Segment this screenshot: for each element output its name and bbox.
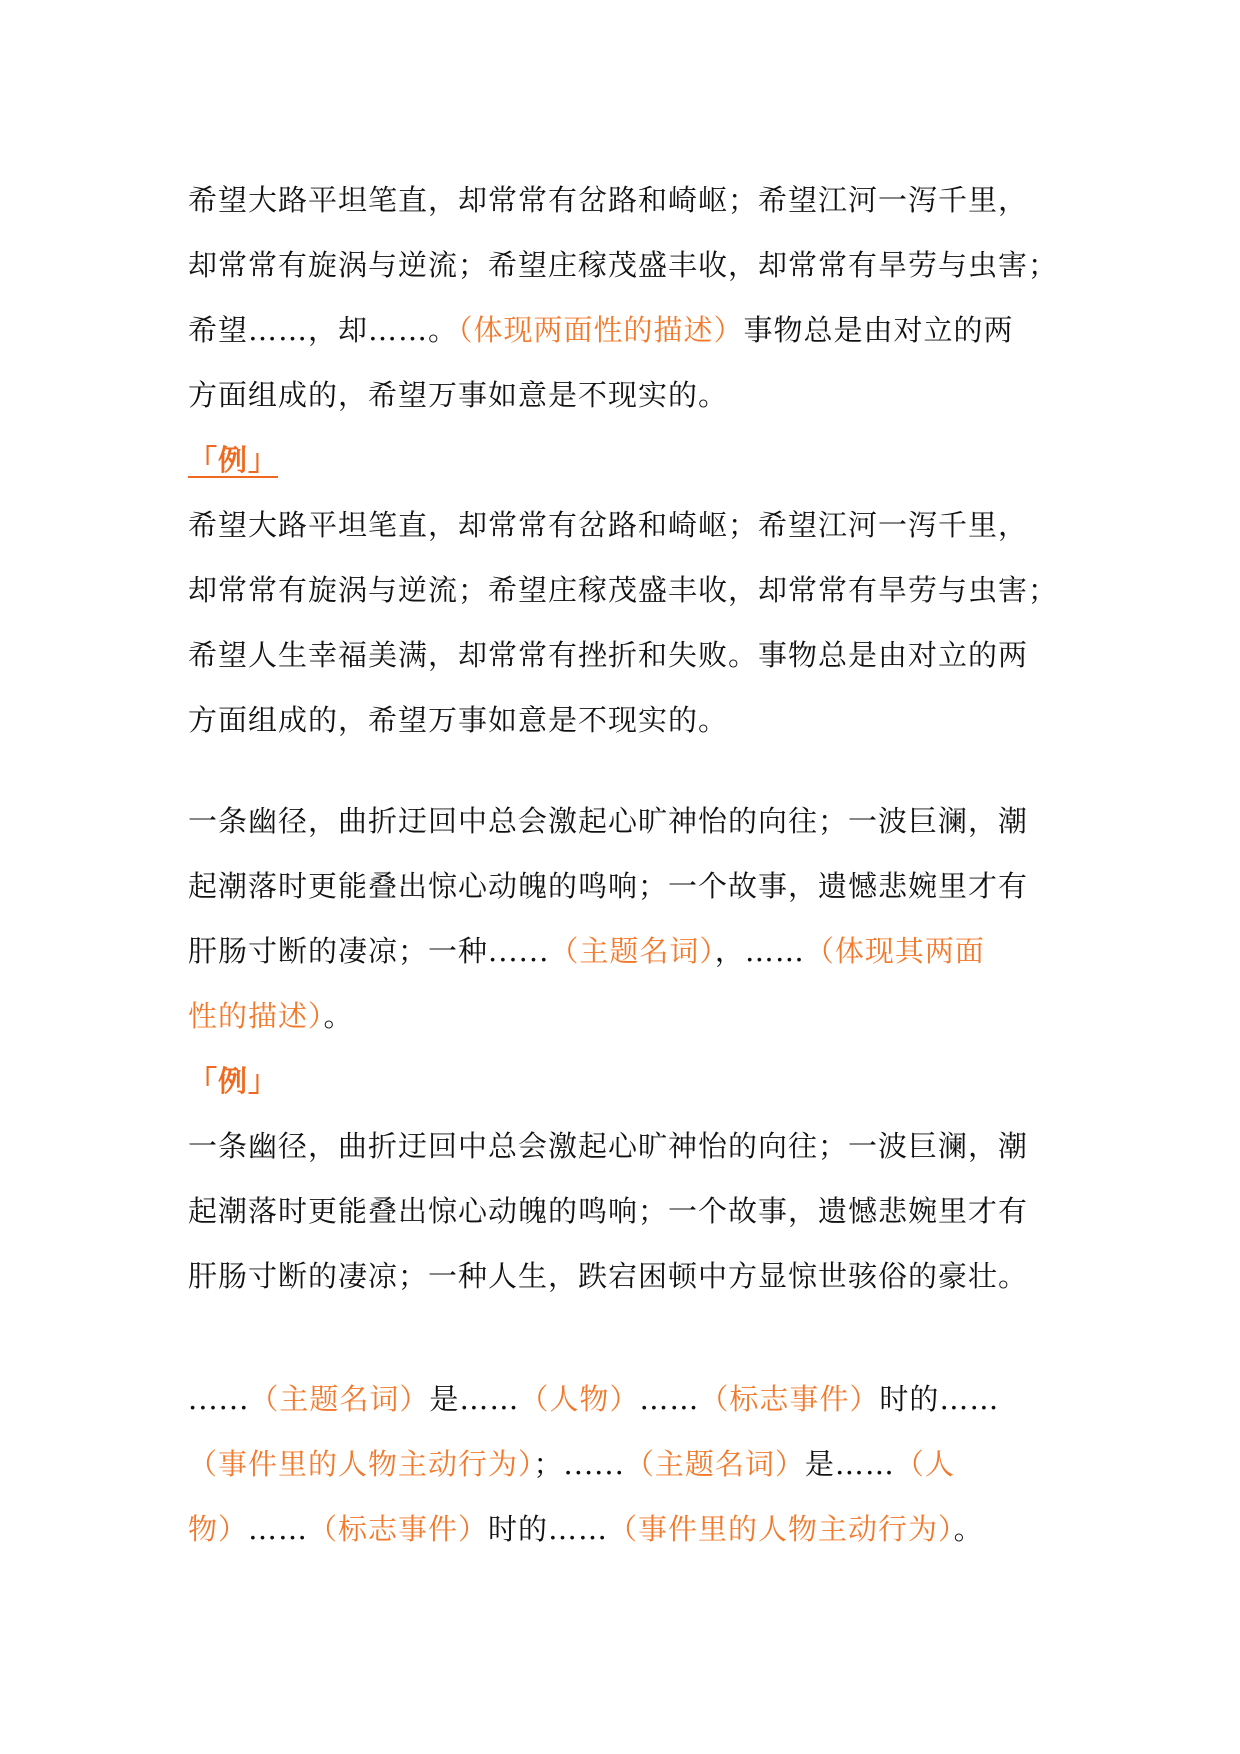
text-line: 起潮落时更能叠出惊心动魄的鸣响；一个故事，遗憾悲婉里才有 bbox=[188, 869, 1029, 903]
text-line: 希望大路平坦笔直，却常常有岔路和崎岖；希望江河一泻千里， bbox=[188, 183, 1029, 217]
placeholder-hint: （体现其两面 bbox=[804, 934, 985, 968]
text-line: 肝肠寸断的凄凉；一种......（主题名词），……（体现其两面 bbox=[188, 934, 985, 968]
example-label: 「例」 bbox=[188, 1064, 279, 1098]
text-line: ......（主题名词）是……（人物）……（标志事件）时的…… bbox=[188, 1382, 1000, 1416]
placeholder-hint: （标志事件） bbox=[699, 1382, 880, 1416]
text-line: 希望人生幸福美满，却常常有挫折和失败。事物总是由对立的两 bbox=[188, 638, 1029, 672]
placeholder-hint: 性的描述） bbox=[188, 999, 324, 1033]
text-line: 肝肠寸断的凄凉；一种人生，跌宕困顿中方显惊世骇俗的豪壮。 bbox=[188, 1259, 1029, 1293]
section-spacer bbox=[188, 1309, 1068, 1367]
example-label-line bbox=[188, 1049, 1068, 1114]
placeholder-hint: （人 bbox=[894, 1447, 955, 1481]
document-page bbox=[188, 168, 1068, 1562]
placeholder-hint: （标志事件） bbox=[308, 1512, 489, 1546]
placeholder-hint: （体现两面性的描述） bbox=[458, 313, 744, 347]
placeholder-hint: （人物） bbox=[519, 1382, 640, 1416]
placeholder-hint: （主题名词） bbox=[624, 1447, 805, 1481]
text-line: 却常常有旋涡与逆流；希望庄稼茂盛丰收，却常常有旱劳与虫害； bbox=[188, 248, 1059, 282]
text-line: 希望大路平坦笔直，却常常有岔路和崎岖；希望江河一泻千里， bbox=[188, 508, 1029, 542]
example-label-line bbox=[188, 428, 1068, 493]
text-line: 方面组成的，希望万事如意是不现实的。 bbox=[188, 703, 729, 737]
section-spacer bbox=[188, 753, 1068, 789]
text-line: （事件里的人物主动行为）；......（主题名词）是……（人 bbox=[188, 1447, 955, 1481]
text-line: 希望……，却……。（体现两面性的描述）事物总是由对立的两 bbox=[188, 313, 1014, 347]
text-line: 方面组成的，希望万事如意是不现实的。 bbox=[188, 378, 729, 412]
text-line: 一条幽径，曲折迂回中总会激起心旷神怡的向往；一波巨澜，潮 bbox=[188, 804, 1029, 838]
text-line: 却常常有旋涡与逆流；希望庄稼茂盛丰收，却常常有旱劳与虫害； bbox=[188, 573, 1059, 607]
text-line: 起潮落时更能叠出惊心动魄的鸣响；一个故事，遗憾悲婉里才有 bbox=[188, 1194, 1029, 1228]
text-line: 性的描述）。 bbox=[188, 999, 354, 1033]
text-line: 一条幽径，曲折迂回中总会激起心旷神怡的向往；一波巨澜，潮 bbox=[188, 1129, 1029, 1163]
placeholder-hint: （事件里的人物主动行为） bbox=[608, 1512, 954, 1546]
placeholder-hint: （主题名词） bbox=[549, 934, 715, 968]
text-line: 物）……（标志事件）时的……（事件里的人物主动行为）。 bbox=[188, 1512, 984, 1546]
example-label: 「例」 bbox=[188, 443, 279, 477]
placeholder-hint: 物） bbox=[188, 1512, 249, 1546]
placeholder-hint: （主题名词） bbox=[249, 1382, 430, 1416]
placeholder-hint: （事件里的人物主动行为） bbox=[188, 1447, 534, 1481]
